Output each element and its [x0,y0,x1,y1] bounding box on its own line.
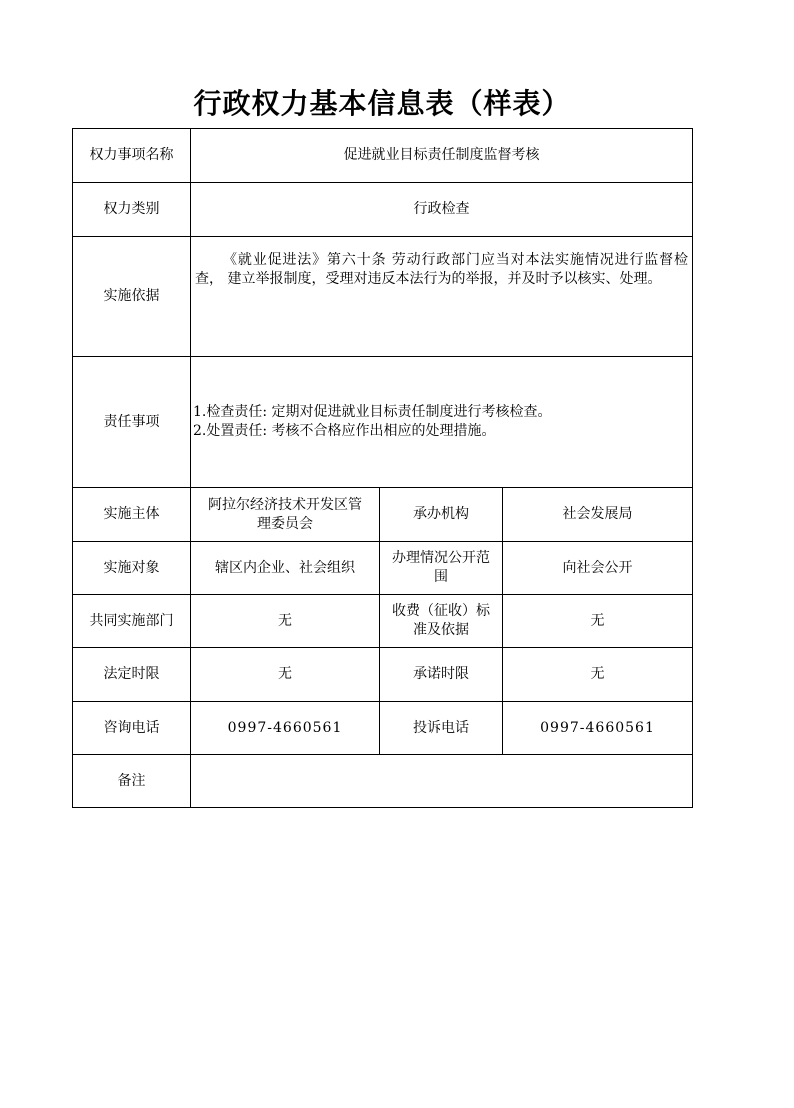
row-power-name [73,129,693,183]
consult-phone-label: 咨询电话 [73,702,191,755]
duties-cell [191,357,693,488]
subject-value: 阿拉尔经济技术开发区管理委员会 [191,488,380,542]
row-phone [73,702,693,755]
power-name-label: 权力事项名称 [73,129,191,183]
page-title: 行政权力基本信息表（样表） [193,87,571,120]
remark-label: 备注 [73,755,191,808]
co-dept-value: 无 [191,595,380,648]
row-subject [73,488,693,542]
info-table [72,128,693,808]
promised-time-limit-value: 无 [503,648,693,702]
duties-label: 责任事项 [73,357,191,488]
promised-time-limit-label: 承诺时限 [380,648,503,702]
co-dept-label: 共同实施部门 [73,595,191,648]
complaint-phone-label: 投诉电话 [380,702,503,755]
row-basis [73,237,693,357]
complaint-phone-value: 0997-4660561 [503,702,693,755]
legal-time-limit-value: 无 [191,648,380,702]
remark-value [191,755,693,808]
legal-time-limit-label: 法定时限 [73,648,191,702]
row-target [73,542,693,595]
handling-org-value: 社会发展局 [503,488,693,542]
target-label: 实施对象 [73,542,191,595]
handling-org-label: 承办机构 [380,488,503,542]
row-remark [73,755,693,808]
row-time-limit [73,648,693,702]
duty-item: 1.检查责任: 定期对促进就业目标责任制度进行考核检查。 [193,404,552,420]
target-value: 辖区内企业、社会组织 [191,542,380,595]
basis-cell [191,237,693,357]
power-type-value: 行政检查 [191,183,693,237]
consult-phone-value: 0997-4660561 [191,702,380,755]
row-duties [73,357,693,488]
duty-item: 2.处置责任: 考核不合格应作出相应的处理措施。 [193,423,496,439]
basis-text: 《就业促进法》第六十条 劳动行政部门应当对本法实施情况进行监督检查， 建立举报制度，受理对违反本法行为的举报，并及时予以核实、处理。 [195,252,689,287]
row-co-dept [73,595,693,648]
subject-label: 实施主体 [73,488,191,542]
fee-standard-value: 无 [503,595,693,648]
disclosure-scope-label: 办理情况公开范围 [380,542,503,595]
row-power-type [73,183,693,237]
disclosure-scope-value: 向社会公开 [503,542,693,595]
power-name-value: 促进就业目标责任制度监督考核 [191,129,693,183]
power-type-label: 权力类别 [73,183,191,237]
fee-standard-label: 收费（征收）标准及依据 [380,595,503,648]
basis-label: 实施依据 [73,237,191,357]
